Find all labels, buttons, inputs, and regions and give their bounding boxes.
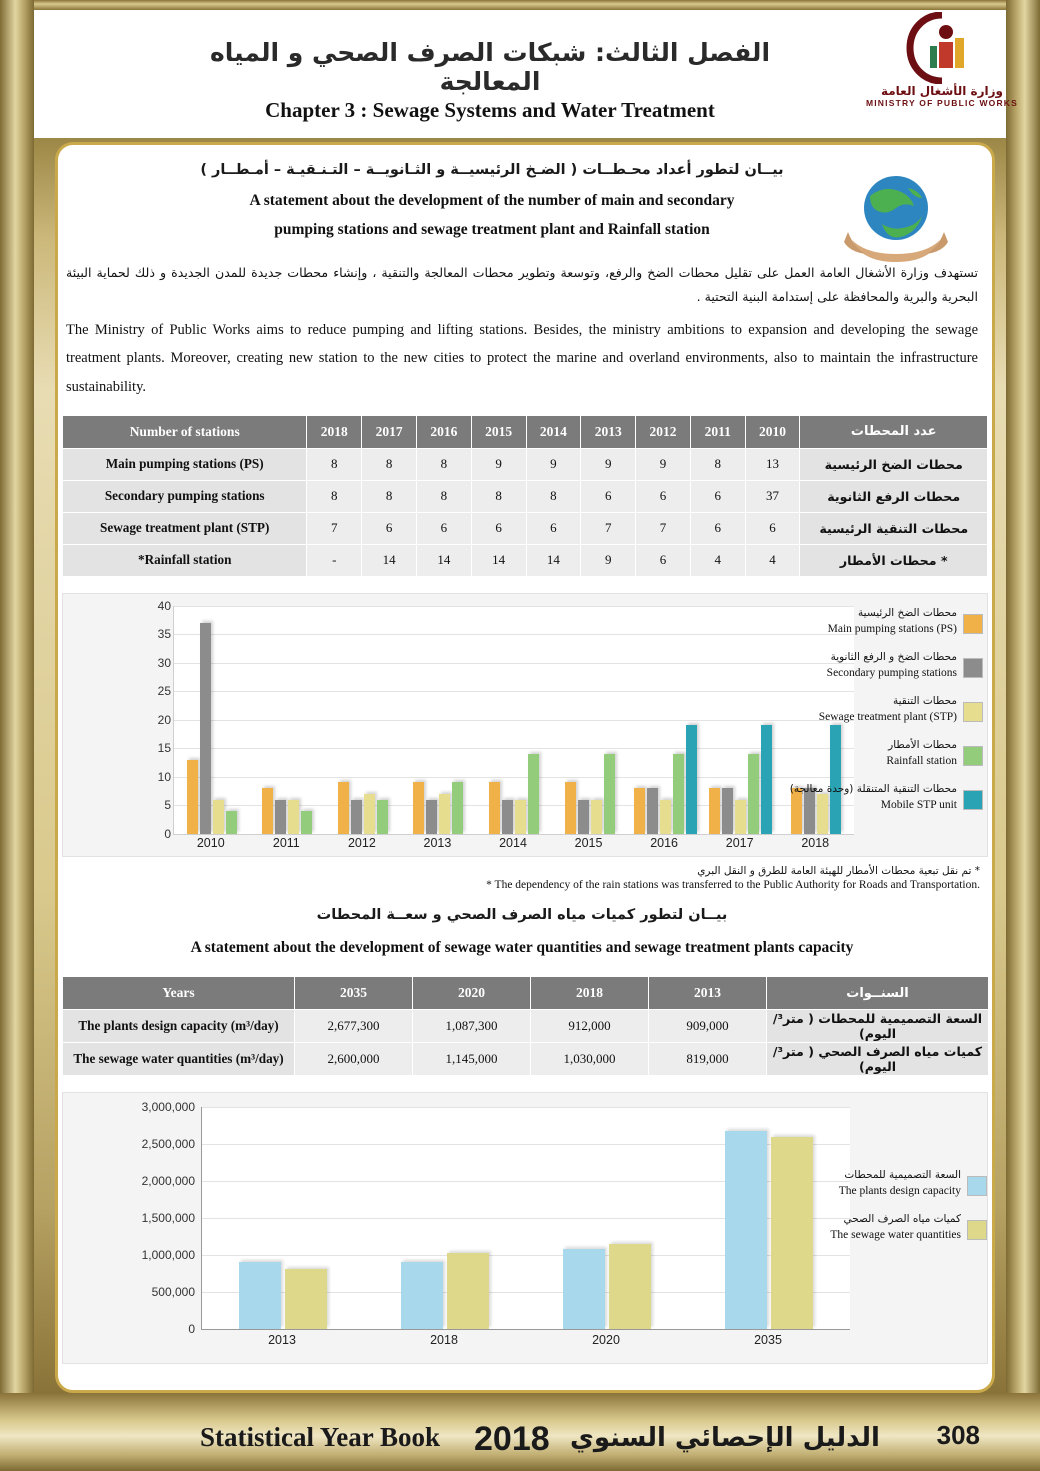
chart1-y-tick: 20 [157, 712, 171, 727]
legend-label-english: The sewage water quantities [830, 1229, 961, 1242]
stations-bar-chart [62, 593, 988, 857]
chart1-x-tick: 2016 [650, 835, 679, 850]
cell: - [307, 544, 362, 576]
footnote-english: * The dependency of the rain stations was transferred to the Public Authority for Roads and Transportation. [486, 878, 980, 891]
chart2-bar [401, 1262, 443, 1329]
chart1-bar [226, 811, 237, 834]
chart1-gridline [174, 634, 854, 635]
legend-swatch [967, 1176, 987, 1196]
cell: 6 [526, 512, 581, 544]
chart1-bar [452, 782, 463, 833]
cell: 2,677,300 [295, 1010, 413, 1043]
row-label-en: *Rainfall station [63, 544, 307, 576]
cell: 8 [416, 480, 471, 512]
row-label-en: Secondary pumping stations [63, 480, 307, 512]
chart1-x-tick: 2013 [423, 835, 452, 850]
chart1-bar [489, 782, 500, 833]
chart1-bar [761, 725, 772, 833]
legend-swatch [963, 746, 983, 766]
chart1-bar [722, 788, 733, 834]
chart2-bar [563, 1249, 605, 1329]
legend-label-arabic: محطات الضخ الرئيسية [858, 606, 957, 619]
chart1-bar [275, 800, 286, 834]
chart1-legend-item [826, 650, 983, 688]
section1-title-line2: pumping stations and sewage treatment plant and Rainfall station [274, 221, 710, 239]
cell: 1,145,000 [413, 1043, 531, 1076]
chart2-y-tick: 0 [188, 1322, 195, 1337]
col-header-2013: 2013 [649, 977, 767, 1010]
chart1-bar [351, 800, 362, 834]
chart1-plot-area [173, 606, 854, 835]
chart1-bar [660, 800, 671, 834]
chart2-legend [830, 1168, 987, 1256]
table-row [63, 512, 988, 544]
chart2-y-tick: 1,000,000 [141, 1248, 195, 1263]
chart2-x-tick: 2020 [592, 1333, 620, 1348]
chart1-y-tick: 40 [157, 598, 171, 613]
chart2-y-axis [103, 1100, 195, 1337]
chart2-x-axis [201, 1333, 849, 1349]
table-row [63, 480, 988, 512]
cell: 9 [581, 448, 636, 480]
table-row [63, 448, 988, 480]
chart1-bar [817, 794, 828, 834]
legend-label-english: The plants design capacity [838, 1185, 961, 1198]
row-label-en: Sewage treatment plant (STP) [63, 512, 307, 544]
left-decorative-border [0, 0, 34, 1471]
row-label-en: The plants design capacity (m³/day) [63, 1010, 295, 1043]
col-header-years-ar: السنــوات [767, 977, 989, 1010]
legend-label-arabic: السعة التصميمية للمحطات [844, 1169, 961, 1182]
legend-swatch [963, 658, 983, 678]
footnote-arabic: * تم نقل تبعية محطات الأمطار للهيئة العامة للطرق و النقل البري [697, 864, 980, 877]
chart1-bar [262, 788, 273, 834]
cell: 909,000 [649, 1010, 767, 1043]
cell: 8 [362, 480, 417, 512]
cell: 14 [416, 544, 471, 576]
page-number: 308 [936, 1420, 980, 1450]
table-row [63, 1043, 989, 1076]
col-header-2017: 2017 [362, 415, 417, 448]
legend-swatch [963, 702, 983, 722]
capacity-table [62, 976, 989, 1076]
chart1-x-tick: 2011 [272, 835, 300, 850]
footer-title-english: Statistical Year Book [200, 1422, 440, 1452]
chart1-legend-item [818, 694, 983, 732]
row-label-ar: محطات الرفع الثانوية [800, 480, 988, 512]
chart2-legend-item [838, 1168, 987, 1206]
chart1-x-tick: 2012 [347, 835, 376, 850]
table-row [63, 544, 988, 576]
right-decorative-border [1006, 0, 1040, 1471]
chart1-bar [200, 623, 211, 834]
chart1-bar [578, 800, 589, 834]
col-header-2010: 2010 [745, 415, 800, 448]
intro-paragraph-english: The Ministry of Public Works aims to reduce pumping and lifting stations. Besides, the ministry ambitions to expansion and developing the sewage treatment plants. Moreover, creating new station to the new cities to protect the marine and overland environments, also to maintain the infrastructure sustainability. [66, 321, 978, 395]
chart1-bar [830, 725, 841, 833]
legend-swatch [963, 790, 983, 810]
chart2-bar [285, 1269, 327, 1330]
chart2-y-tick: 500,000 [151, 1285, 195, 1300]
chart1-y-tick: 5 [164, 798, 171, 813]
chart2-legend-item [830, 1212, 987, 1250]
section2-title-english: A statement about the development of sewage water quantities and sewage treatment plants capacity [190, 938, 854, 956]
capacity-bar-chart [62, 1092, 988, 1364]
section2-title-arabic: بيــان لتطور كميات مياه الصرف الصحي و سعــة المحطات [316, 906, 728, 923]
chart1-y-tick: 35 [157, 627, 171, 642]
globe-in-hands-image [804, 168, 964, 273]
legend-label-arabic: كميات مياه الصرف الصحي [843, 1213, 961, 1226]
chart1-bar [364, 794, 375, 834]
legend-label-english: Main pumping stations (PS) [827, 622, 957, 635]
legend-label-english: Secondary pumping stations [826, 666, 957, 679]
legend-label-english: Rainfall station [886, 754, 957, 767]
row-label-ar: السعة التصميمية للمحطات ( متر³/ اليوم) [767, 1010, 989, 1043]
chart1-bar [413, 782, 424, 833]
ministry-name-arabic: وزارة الأشغال العامة [880, 84, 1004, 98]
cell: 1,030,000 [531, 1043, 649, 1076]
row-label-en: Main pumping stations (PS) [63, 448, 307, 480]
chart2-y-tick: 3,000,000 [141, 1100, 195, 1115]
cell: 6 [362, 512, 417, 544]
chart1-x-tick: 2014 [499, 835, 527, 850]
cell: 14 [362, 544, 417, 576]
cell: 14 [526, 544, 581, 576]
ministry-name-english: MINISTRY OF PUBLIC WORKS [865, 98, 1019, 108]
cell: 8 [362, 448, 417, 480]
cell: 6 [471, 512, 526, 544]
cell: 912,000 [531, 1010, 649, 1043]
row-label-ar: * محطات الأمطار [800, 544, 988, 576]
col-header-label-ar: عدد المحطات [800, 415, 988, 448]
chart1-bar [673, 754, 684, 834]
legend-label-arabic: محطات الأمطار [888, 738, 957, 751]
cell: 6 [581, 480, 636, 512]
table-header-row [63, 415, 988, 448]
col-header-label-en: Number of stations [63, 415, 307, 448]
chart1-legend-item [827, 606, 983, 644]
cell: 8 [526, 480, 581, 512]
cell: 8 [690, 448, 745, 480]
chart1-bar [288, 800, 299, 834]
cell: 7 [636, 512, 691, 544]
cell: 8 [416, 448, 471, 480]
cell: 4 [745, 544, 800, 576]
legend-label-english: Sewage treatment plant (STP) [818, 710, 957, 723]
chart1-y-tick: 15 [157, 741, 171, 756]
chart1-bar [686, 725, 697, 833]
cell: 7 [307, 512, 362, 544]
section1-title-arabic: بيــان لتطور أعداد محـطــات ( الضـخ الرئيسيــة و الثـانويــة – التـنـقيـة – أمـطــار ) [200, 162, 784, 178]
col-header-2018: 2018 [531, 977, 649, 1010]
cell: 13 [745, 448, 800, 480]
footer [0, 1393, 1040, 1471]
page-title: Chapter 3 : Sewage Systems and Water Treatment [265, 98, 715, 122]
footer-title-arabic: الدليل الإحصائي السنوي [570, 1423, 880, 1453]
chart1-bar [604, 754, 615, 834]
chart1-y-tick: 0 [164, 826, 171, 841]
chart2-y-tick: 2,500,000 [141, 1137, 195, 1152]
chart2-bar [447, 1253, 489, 1329]
chart1-bar [377, 800, 388, 834]
legend-swatch [967, 1220, 987, 1240]
col-header-2016: 2016 [416, 415, 471, 448]
col-header-2018: 2018 [307, 415, 362, 448]
chart1-bar [565, 782, 576, 833]
chart1-bar [748, 754, 759, 834]
legend-swatch [963, 614, 983, 634]
chart1-x-tick: 2017 [725, 835, 754, 850]
chart1-bar [528, 754, 539, 834]
chart1-gridline [174, 663, 854, 664]
legend-label-arabic: محطات الضخ و الرفع الثانوية [830, 650, 957, 663]
cell: 9 [581, 544, 636, 576]
intro-paragraph-arabic: تستهدف وزارة الأشغال العامة العمل على تقليل محطات الضخ والرفع، وتوسعة وتطوير محطات المعالجة والتنقية ، وإنشاء محطات جديدة للمدن الجديدة و ذلك لحماية البيئة البحرية والبرية والمحافظة على إستدامة البنية التحتية . [66, 264, 978, 305]
chart1-bar [301, 811, 312, 834]
chart1-bar [213, 800, 224, 834]
chart1-gridline [174, 691, 854, 692]
legend-label-arabic: محطات التنقية المتنقلة (وحدة معالجة) [789, 782, 957, 795]
chart2-x-tick: 2013 [268, 1333, 296, 1348]
chart1-y-axis [123, 598, 171, 841]
chart2-x-tick: 2018 [430, 1333, 458, 1348]
stations-table [62, 415, 988, 577]
cell: 8 [471, 480, 526, 512]
chart1-x-axis [173, 836, 853, 852]
chart1-bar [591, 800, 602, 834]
row-label-ar: محطات الضخ الرئيسية [800, 448, 988, 480]
chart1-bar [502, 800, 513, 834]
chart1-y-tick: 10 [157, 769, 171, 784]
main-content [62, 150, 982, 1364]
col-header-2011: 2011 [690, 415, 745, 448]
chart1-bar [791, 788, 802, 834]
chart1-bar [439, 794, 450, 834]
cell: 9 [636, 448, 691, 480]
cell: 9 [526, 448, 581, 480]
chart1-bar [709, 788, 720, 834]
chart1-legend-item [863, 738, 983, 776]
legend-label-arabic: محطات التنقية [893, 694, 957, 707]
chart1-legend [789, 606, 983, 826]
chart1-y-tick: 30 [157, 655, 171, 670]
chart2-x-tick: 2035 [754, 1333, 782, 1348]
chart1-x-tick: 2015 [574, 835, 603, 850]
cell: 4 [690, 544, 745, 576]
col-header-2014: 2014 [526, 415, 581, 448]
chart2-bar [725, 1131, 767, 1329]
cell: 6 [690, 512, 745, 544]
table-header-row [63, 977, 989, 1010]
chart1-y-tick: 25 [157, 684, 171, 699]
cell: 6 [636, 544, 691, 576]
cell: 6 [416, 512, 471, 544]
section1-title-line1: A statement about the development of the number of main and secondary [249, 192, 735, 209]
chart1-bar [338, 782, 349, 833]
col-header-2015: 2015 [471, 415, 526, 448]
cell: 6 [690, 480, 745, 512]
cell: 6 [745, 512, 800, 544]
row-label-ar: كميات مياه الصرف الصحي ( متر³/ اليوم) [767, 1043, 989, 1076]
chart1-legend-item [789, 782, 983, 820]
chart2-plot-area [201, 1107, 850, 1330]
chart2-bar [609, 1244, 651, 1329]
ministry-logo [862, 12, 1022, 108]
chart1-bar [735, 800, 746, 834]
cell: 7 [581, 512, 636, 544]
table-row [63, 1010, 989, 1043]
top-border [0, 0, 1040, 10]
col-header-2035: 2035 [295, 977, 413, 1010]
chart2-bar [771, 1137, 813, 1329]
chapter-title-arabic: الفصل الثالث: شبكات الصرف الصحي و المياه المعالجة [209, 38, 771, 96]
chart2-bar [239, 1262, 281, 1329]
cell: 819,000 [649, 1043, 767, 1076]
chart2-y-tick: 1,500,000 [141, 1211, 195, 1226]
col-header-2020: 2020 [413, 977, 531, 1010]
chart1-gridline [174, 748, 854, 749]
col-header-years-en: Years [63, 977, 295, 1010]
chart1-gridline [174, 606, 854, 607]
chart2-y-tick: 2,000,000 [141, 1174, 195, 1189]
cell: 1,087,300 [413, 1010, 531, 1043]
cell: 14 [471, 544, 526, 576]
col-header-2012: 2012 [636, 415, 691, 448]
footer-year: 2018 [474, 1420, 550, 1458]
col-header-2013: 2013 [581, 415, 636, 448]
chart1-bar [634, 788, 645, 834]
cell: 9 [471, 448, 526, 480]
chart1-x-tick: 2010 [196, 835, 225, 850]
cell: 6 [636, 480, 691, 512]
chart1-bar [187, 760, 198, 834]
row-label-en: The sewage water quantities (m³/day) [63, 1043, 295, 1076]
cell: 2,600,000 [295, 1043, 413, 1076]
legend-label-english: Mobile STP unit [880, 798, 957, 811]
cell: 8 [307, 448, 362, 480]
row-label-ar: محطات التنقية الرئيسية [800, 512, 988, 544]
chart1-bar [647, 788, 658, 834]
chart1-bar [515, 800, 526, 834]
cell: 37 [745, 480, 800, 512]
ministry-logo-icon [906, 12, 978, 84]
chart1-bar [426, 800, 437, 834]
chart1-bar [804, 788, 815, 834]
cell: 8 [307, 480, 362, 512]
chart2-gridline [202, 1107, 850, 1108]
chart1-gridline [174, 720, 854, 721]
chart1-x-tick: 2018 [801, 835, 830, 850]
